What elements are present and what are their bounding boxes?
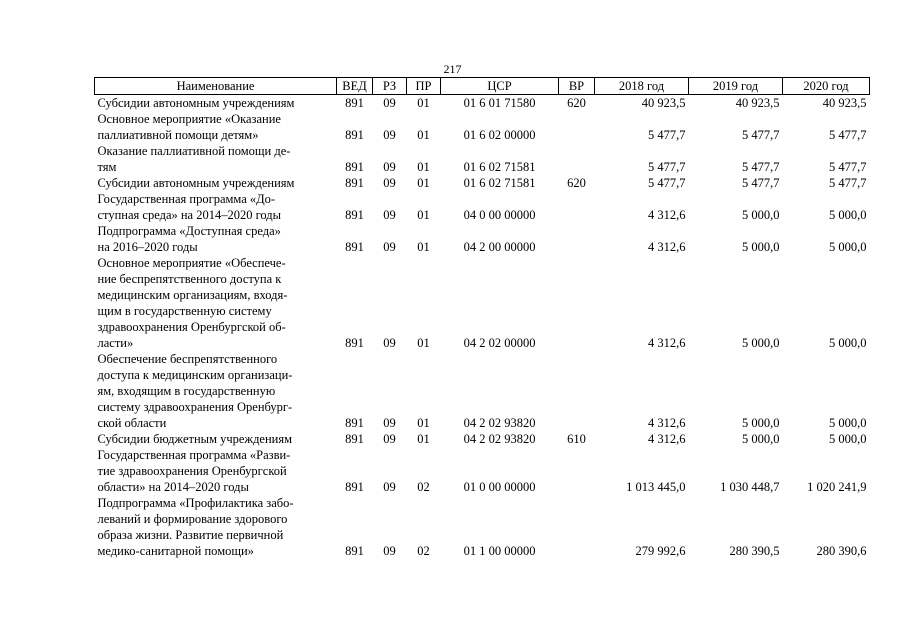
cell-name: Подпрограмма «Профилактика забо- леваний и формирование здорового образа жизни. Развитие первичной медико-санитарной помощи»	[97, 496, 294, 558]
cell-pr: 01	[417, 336, 430, 350]
cell-y2019: 5 477,7	[742, 128, 780, 142]
cell-ved: 891	[345, 128, 364, 142]
cell-vr	[559, 223, 595, 255]
cell-vr	[559, 143, 595, 175]
cell-name: Государственная программа «Разви- тие здравоохранения Оренбургской области» на 2014–2020 годы	[97, 448, 291, 494]
table-row	[95, 111, 870, 143]
cell-y2020: 5 477,7	[829, 176, 867, 190]
header-ved: ВЕД	[337, 78, 373, 95]
table-row	[95, 143, 870, 175]
cell-y2020: 5 000,0	[829, 208, 867, 222]
cell-ved: 891	[345, 176, 364, 190]
budget-table	[94, 77, 870, 559]
cell-vr: 620	[567, 176, 586, 190]
cell-y2020: 5 000,0	[829, 416, 867, 430]
cell-y2018: 4 312,6	[648, 208, 686, 222]
cell-name: Обеспечение беспрепятственного доступа к медицинским организаци- ям, входящим в государственную систему здравоохранения Оренбург- ской области	[97, 352, 293, 430]
cell-y2019: 5 000,0	[742, 240, 780, 254]
cell-y2018: 5 477,7	[648, 128, 686, 142]
cell-csr: 01 6 02 00000	[463, 128, 536, 142]
cell-pr: 01	[417, 176, 430, 190]
cell-y2019: 280 390,5	[729, 544, 780, 558]
cell-ved: 891	[345, 160, 364, 174]
cell-vr: 620	[567, 96, 586, 110]
cell-vr	[559, 191, 595, 223]
cell-ved: 891	[345, 480, 364, 494]
cell-y2019: 40 923,5	[735, 96, 780, 110]
cell-y2018: 4 312,6	[648, 416, 686, 430]
cell-y2018: 4 312,6	[648, 432, 686, 446]
cell-name: Государственная программа «До- ступная среда» на 2014–2020 годы	[97, 192, 282, 222]
header-csr: ЦСР	[441, 78, 559, 95]
cell-vr	[559, 111, 595, 143]
cell-rz: 09	[383, 96, 396, 110]
cell-pr: 01	[417, 160, 430, 174]
cell-rz: 09	[383, 544, 396, 558]
table-row	[95, 223, 870, 255]
cell-y2019: 5 477,7	[742, 176, 780, 190]
cell-name: Основное мероприятие «Обеспече- ние беспрепятственного доступа к медицинским организациям, входя- щим в государственную систему здравоохранения Оренбургской об- ласти»	[97, 256, 288, 350]
cell-pr: 02	[417, 544, 430, 558]
header-2020: 2020 год	[783, 78, 870, 95]
cell-rz: 09	[383, 128, 396, 142]
cell-rz: 09	[383, 480, 396, 494]
cell-y2018: 1 013 445,0	[626, 480, 686, 494]
cell-ved: 891	[345, 416, 364, 430]
table-row	[95, 191, 870, 223]
cell-pr: 01	[417, 240, 430, 254]
cell-y2019: 5 000,0	[742, 208, 780, 222]
header-2019: 2019 год	[689, 78, 783, 95]
cell-rz: 09	[383, 208, 396, 222]
cell-y2020: 5 000,0	[829, 240, 867, 254]
cell-name: Подпрограмма «Доступная среда» на 2016–2020 годы	[97, 224, 281, 254]
cell-y2018: 4 312,6	[648, 336, 686, 350]
cell-csr: 04 0 00 00000	[463, 208, 536, 222]
cell-y2019: 5 000,0	[742, 432, 780, 446]
cell-y2020: 5 477,7	[829, 128, 867, 142]
table-row	[95, 495, 870, 559]
table-row	[95, 351, 870, 431]
table-row	[95, 431, 870, 447]
cell-y2018: 40 923,5	[641, 96, 686, 110]
cell-ved: 891	[345, 336, 364, 350]
cell-vr	[559, 255, 595, 351]
cell-y2020: 5 000,0	[829, 432, 867, 446]
cell-y2020: 1 020 241,9	[807, 480, 867, 494]
cell-pr: 02	[417, 480, 430, 494]
table-row	[95, 175, 870, 191]
cell-y2020: 5 000,0	[829, 336, 867, 350]
cell-y2019: 5 000,0	[742, 416, 780, 430]
cell-csr: 01 6 02 71581	[463, 160, 536, 174]
cell-name: Субсидии бюджетным учреждениям	[97, 432, 293, 446]
cell-y2018: 5 477,7	[648, 160, 686, 174]
cell-pr: 01	[417, 432, 430, 446]
cell-ved: 891	[345, 208, 364, 222]
cell-vr	[559, 495, 595, 559]
cell-y2020: 5 477,7	[829, 160, 867, 174]
cell-pr: 01	[417, 96, 430, 110]
cell-rz: 09	[383, 416, 396, 430]
cell-vr: 610	[567, 432, 586, 446]
cell-y2020: 40 923,5	[822, 96, 867, 110]
cell-y2019: 5 477,7	[742, 160, 780, 174]
cell-rz: 09	[383, 176, 396, 190]
cell-csr: 04 2 02 93820	[463, 416, 536, 430]
cell-pr: 01	[417, 416, 430, 430]
cell-ved: 891	[345, 96, 364, 110]
table-row	[95, 447, 870, 495]
cell-ved: 891	[345, 240, 364, 254]
table-row	[95, 255, 870, 351]
cell-ved: 891	[345, 432, 364, 446]
header-rz: РЗ	[373, 78, 407, 95]
cell-y2018: 5 477,7	[648, 176, 686, 190]
page-number: 217	[443, 62, 462, 76]
cell-csr: 01 1 00 00000	[463, 544, 536, 558]
header-vr: ВР	[559, 78, 595, 95]
cell-csr: 04 2 02 00000	[463, 336, 536, 350]
cell-y2019: 5 000,0	[742, 336, 780, 350]
cell-csr: 01 6 02 71581	[463, 176, 536, 190]
cell-vr	[559, 351, 595, 431]
cell-vr	[559, 447, 595, 495]
cell-y2018: 279 992,6	[635, 544, 686, 558]
header-pr: ПР	[407, 78, 441, 95]
cell-name: Основное мероприятие «Оказание паллиативной помощи детям»	[97, 112, 281, 142]
cell-rz: 09	[383, 240, 396, 254]
table-row	[95, 95, 870, 112]
cell-rz: 09	[383, 432, 396, 446]
cell-csr: 04 2 00 00000	[463, 240, 536, 254]
cell-csr: 04 2 02 93820	[463, 432, 536, 446]
header-name: Наименование	[95, 78, 337, 95]
cell-y2020: 280 390,6	[816, 544, 867, 558]
cell-rz: 09	[383, 336, 396, 350]
cell-ved: 891	[345, 544, 364, 558]
cell-y2018: 4 312,6	[648, 240, 686, 254]
cell-rz: 09	[383, 160, 396, 174]
cell-name: Субсидии автономным учреждениям	[97, 96, 295, 110]
header-2018: 2018 год	[595, 78, 689, 95]
cell-pr: 01	[417, 128, 430, 142]
table-header-row	[95, 78, 870, 95]
cell-y2019: 1 030 448,7	[720, 480, 780, 494]
cell-csr: 01 0 00 00000	[463, 480, 536, 494]
cell-pr: 01	[417, 208, 430, 222]
cell-name: Оказание паллиативной помощи де- тям	[97, 144, 291, 174]
cell-name: Субсидии автономным учреждениям	[97, 176, 295, 190]
cell-csr: 01 6 01 71580	[463, 96, 536, 110]
